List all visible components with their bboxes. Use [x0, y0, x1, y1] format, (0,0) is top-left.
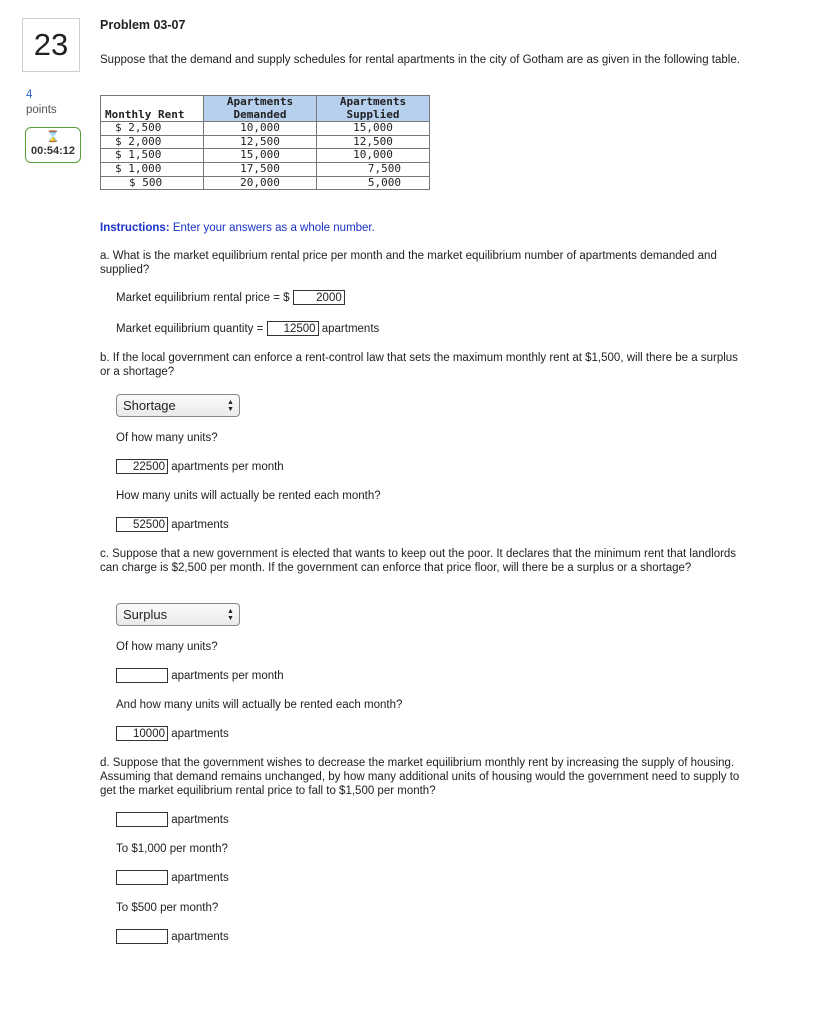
part-b-rented-unit: apartments [171, 519, 229, 531]
cell-supplied: 5,000 [317, 176, 430, 190]
cell-rent: $ 2,000 [101, 135, 204, 149]
table-row [101, 176, 430, 190]
table-row [101, 135, 430, 149]
table-row [101, 162, 430, 176]
timer-badge [25, 127, 81, 163]
problem-title: Problem 03-07 [100, 18, 186, 32]
price-input[interactable]: 2000 [293, 290, 345, 305]
cell-rent: $ 1,000 [101, 162, 204, 176]
part-b-select[interactable] [116, 394, 240, 417]
cell-supplied: 12,500 [317, 135, 430, 149]
select-arrows-icon: ▲ ▼ [227, 608, 234, 622]
part-c-units-input[interactable] [116, 668, 168, 683]
cell-demanded: 20,000 [204, 176, 317, 190]
cell-supplied: 15,000 [317, 122, 430, 136]
part-a-question: a. What is the market equilibrium rental price per month and the market equilibrium number of apartments demanded and supplied? [100, 250, 717, 276]
part-c-rented-row [116, 726, 229, 742]
qty-input[interactable]: 12500 [267, 321, 319, 336]
qty-unit: apartments [321, 323, 380, 335]
part-d-question: d. Suppose that the government wishes to decrease the market equilibrium monthly rent by increasing the supply of housing. Assuming that demand remains unchanged, by how many additional units of housing would the government need to supply to get the market equilibrium rental price to fall to $1,500 per month? [100, 757, 740, 797]
part-c-rented-unit: apartments [171, 728, 229, 740]
part-a-qty-row [116, 321, 379, 337]
cell-demanded: 10,000 [204, 122, 317, 136]
part-c-rented-question: And how many units will actually be rented each month? [116, 699, 403, 711]
hourglass-icon: ⌛ [46, 131, 60, 143]
instructions [100, 222, 375, 234]
part-b-units-input[interactable]: 22500 [116, 459, 168, 474]
cell-demanded: 17,500 [204, 162, 317, 176]
part-c-select-value: Surplus [123, 607, 168, 622]
cell-rent: $ 2,500 [101, 122, 204, 136]
instructions-label: Instructions: [100, 222, 170, 234]
part-d-ans2-unit: apartments [171, 872, 229, 884]
qty-label: Market equilibrium quantity = [116, 323, 264, 335]
part-c-rented-input[interactable]: 10000 [116, 726, 168, 741]
part-c-units-unit: apartments per month [171, 670, 284, 682]
part-b-rented-input[interactable]: 52500 [116, 517, 168, 532]
cell-rent: $ 1,500 [101, 149, 204, 163]
header-demanded: Apartments Demanded [204, 96, 317, 122]
table-row [101, 149, 430, 163]
cell-demanded: 12,500 [204, 135, 317, 149]
part-b-select-value: Shortage [123, 398, 176, 413]
part-d-ans1-unit: apartments [171, 814, 229, 826]
part-c-units-question: Of how many units? [116, 641, 218, 653]
part-d-q3: To $500 per month? [116, 902, 219, 914]
part-d-ans3-unit: apartments [171, 931, 229, 943]
points-value: 4 [26, 89, 33, 101]
part-d-q2: To $1,000 per month? [116, 843, 228, 855]
question-number: 23 [22, 18, 80, 72]
part-d-ans1-row [116, 812, 229, 828]
header-monthly-rent: Monthly Rent [101, 96, 204, 122]
instructions-text: Enter your answers as a whole number. [169, 222, 375, 234]
part-d-ans2-input[interactable] [116, 870, 168, 885]
part-c-units-row [116, 668, 284, 684]
header-supplied: Apartments Supplied [317, 96, 430, 122]
cell-rent: $ 500 [101, 176, 204, 190]
part-c-select[interactable] [116, 603, 240, 626]
part-a-price-row [116, 290, 345, 306]
part-d-ans3-row [116, 929, 229, 945]
cell-supplied: 7,500 [317, 162, 430, 176]
part-c-question: c. Suppose that a new government is elected that wants to keep out the poor. It declares that the minimum rent that landlords can charge is $2,500 per month. If the government can enforce that price floor, will there be a surplus or a shortage? [100, 548, 737, 574]
price-label: Market equilibrium rental price = $ [116, 292, 290, 304]
table-header-row [101, 96, 430, 122]
cell-demanded: 15,000 [204, 149, 317, 163]
part-b-rented-row [116, 517, 229, 533]
part-d-ans3-input[interactable] [116, 929, 168, 944]
timer-text: 00:54:12 [30, 145, 76, 157]
table-row [101, 122, 430, 136]
schedule-table [100, 95, 430, 190]
part-b-rented-question: How many units will actually be rented each month? [116, 490, 381, 502]
points-label: points [26, 104, 57, 116]
part-b-units-row [116, 459, 284, 475]
cell-supplied: 10,000 [317, 149, 430, 163]
part-b-question: b. If the local government can enforce a rent-control law that sets the maximum monthly rent at $1,500, will there be a surplus or a shortage? [100, 352, 738, 378]
part-d-ans1-input[interactable] [116, 812, 168, 827]
part-d-ans2-row [116, 870, 229, 886]
part-b-units-unit: apartments per month [171, 461, 284, 473]
problem-intro: Suppose that the demand and supply schedules for rental apartments in the city of Gotham are as given in the following table. [100, 54, 740, 66]
select-arrows-icon: ▲ ▼ [227, 399, 234, 413]
part-b-units-question: Of how many units? [116, 432, 218, 444]
